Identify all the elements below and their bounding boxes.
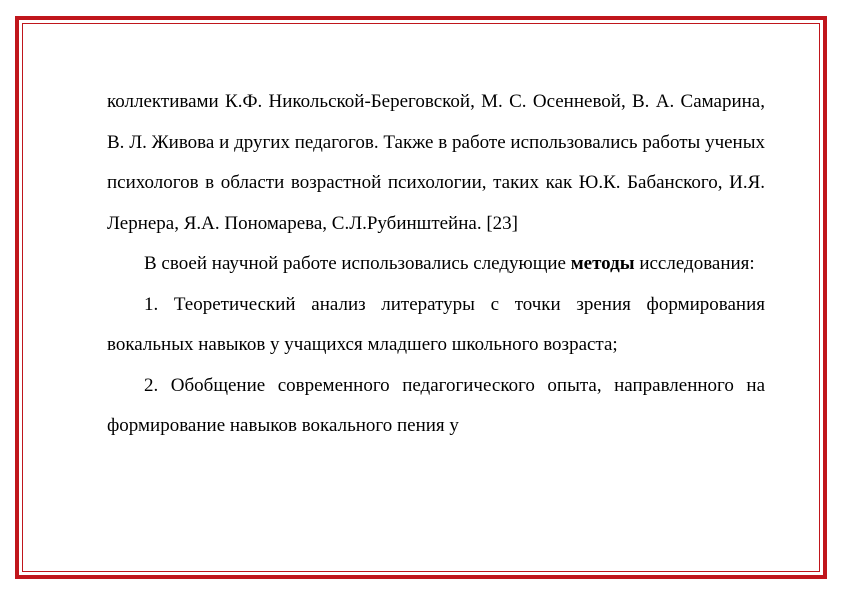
paragraph-2 <box>107 244 765 285</box>
list-item-2: 2. Обобщение современного педагогического опыта, направленного на формирование навыков вокального пения у <box>107 374 765 436</box>
list-item-1: 1. Теоретический анализ литературы с точки зрения формирования вокальных навыков у учащихся младшего школьного возраста; <box>107 293 765 355</box>
document-text <box>107 82 765 447</box>
paragraph-1: коллективами К.Ф. Никольской-Береговской, М. С. Осенневой, В. А. Самарина, В. Л. Живова и других педагогов. Также в работе использовались работы ученых психологов в области возрастной психологии, таких как Ю.К. Бабанского, И.Я. Лернера, Я.А. Пономарева, С.Л.Рубинштейна. [23] <box>107 91 765 234</box>
paragraph-2-start: В своей научной работе использовались следующие <box>144 253 571 274</box>
methods-bold-word: методы <box>570 253 635 274</box>
paragraph-2-end: исследования: <box>634 253 755 274</box>
